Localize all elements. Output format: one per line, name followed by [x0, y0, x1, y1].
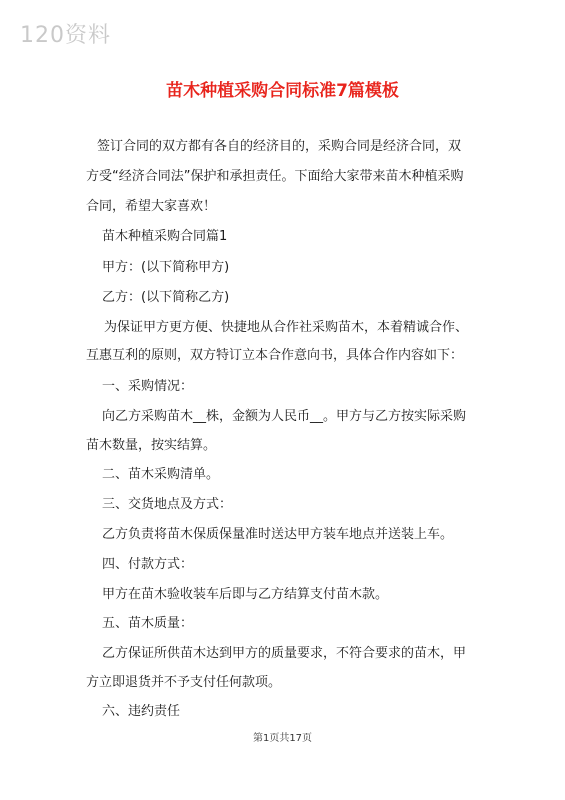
clause-heading: 六、违约责任	[102, 704, 181, 719]
section-heading: 苗木种植采购合同篇1	[102, 229, 228, 244]
paragraph-line: 乙方负责将苗木保质保量准时送达甲方装车地点并送装上车。	[102, 527, 454, 542]
clause-heading: 二、苗木采购清单。	[102, 467, 220, 482]
paragraph-line: 方立即退货并不予支付任何款项。	[86, 675, 282, 690]
paragraph-line: 甲方：(以下简称甲方)	[102, 260, 230, 275]
paragraph-line: 互惠互利的原则，双方特订立本合作意向书，具体合作内容如下：	[86, 348, 464, 363]
paragraph-line: 乙方保证所供苗木达到甲方的质量要求，不符合要求的苗木，甲	[102, 646, 467, 661]
clause-heading: 四、付款方式：	[102, 557, 194, 572]
watermark-logo: 120资料	[20, 23, 111, 48]
paragraph-line: 为保证甲方更方便、快捷地从合作社采购苗木，本着精诚合作、	[104, 320, 469, 335]
clause-heading: 一、采购情况：	[102, 379, 194, 394]
paragraph-line: 合同，希望大家喜欢！	[86, 199, 217, 214]
paragraph-line: 苗木数量，按实结算。	[86, 438, 217, 453]
paragraph-line: 乙方：(以下简称乙方)	[102, 290, 230, 305]
clause-heading: 五、苗木质量：	[102, 616, 194, 631]
paragraph-line: 甲方在苗木验收装车后即与乙方结算支付苗木款。	[102, 587, 389, 602]
paragraph-line: 签订合同的双方都有各自的经济目的，采购合同是经济合同，双	[97, 139, 462, 154]
clause-heading: 三、交货地点及方式：	[102, 497, 233, 512]
page-number: 第1页共17页	[252, 733, 313, 744]
paragraph-line: 方受“经济合同法”保护和承担责任。下面给大家带来苗木种植采购	[86, 169, 464, 184]
paragraph-line: 向乙方采购苗木__株，金额为人民币__。甲方与乙方按实际采购	[102, 409, 467, 424]
document-title: 苗木种植采购合同标准7篇模板	[166, 81, 399, 101]
